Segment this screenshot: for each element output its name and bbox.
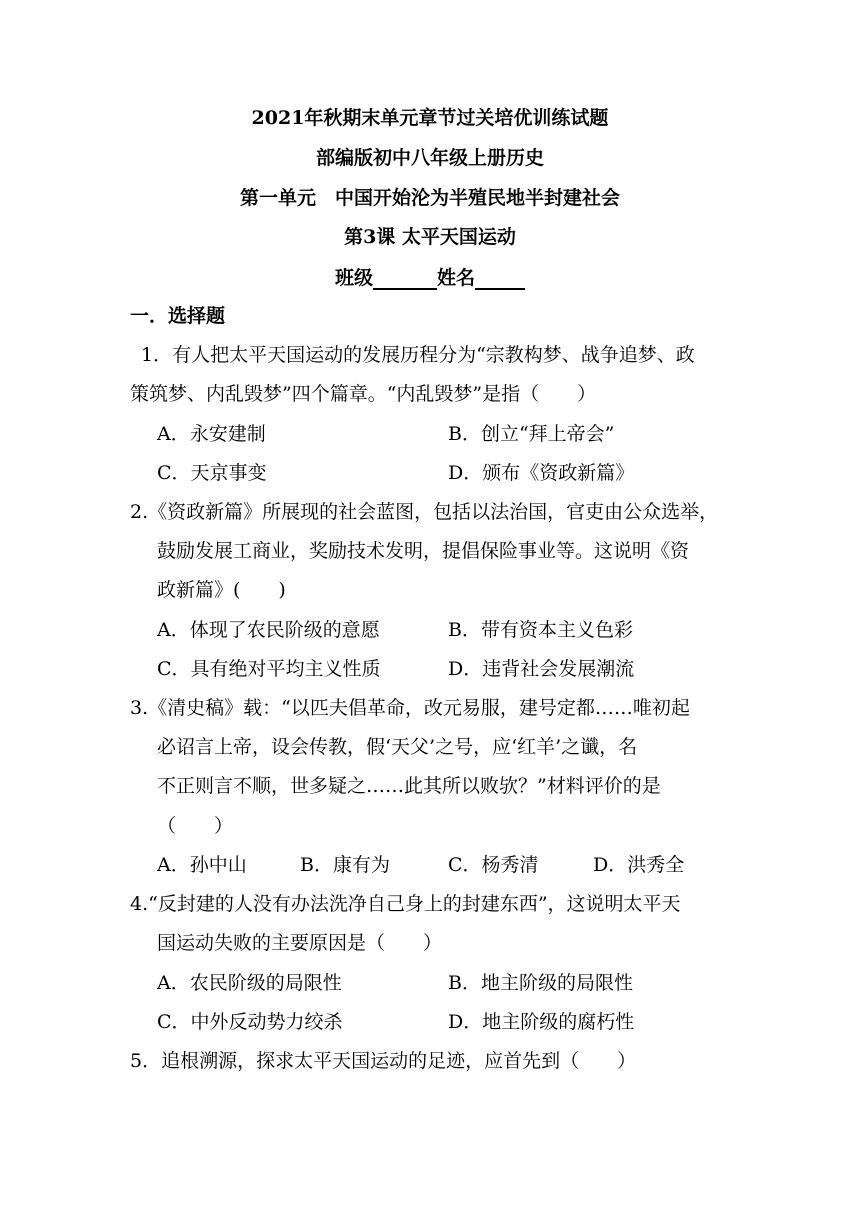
name-label: 姓名 <box>437 267 476 289</box>
question-4-option-d[interactable]: D．地主阶级的腐朽性 <box>448 1011 635 1033</box>
question-4-line-2: 国运动失败的主要原因是（ ） <box>157 932 443 954</box>
question-1-option-b[interactable]: B．创立“拜上帝会” <box>448 423 615 445</box>
question-1-option-d[interactable]: D．颁布《资政新篇》 <box>448 462 635 484</box>
question-2-line-1: 2.《资政新篇》所展现的社会蓝图，包括以法治国，官吏由公众选举， <box>130 501 719 523</box>
question-4-option-b[interactable]: B．地主阶级的局限性 <box>448 972 633 994</box>
question-3-line-2: 必诏言上帝，设会传教，假‘天父’之号，应‘红羊’之谶，名 <box>157 736 638 758</box>
exam-title: 2021年秋期末单元章节过关培优训练试题 <box>251 107 609 129</box>
name-blank[interactable] <box>475 268 525 290</box>
question-3-line-1: 3.《清史稿》载：“以匹夫倡革命，改元易服，建号定都……唯初起 <box>130 697 690 719</box>
class-blank[interactable] <box>373 268 437 290</box>
question-3-option-b[interactable]: B．康有为 <box>300 854 390 876</box>
class-name-line <box>0 266 860 290</box>
question-3-option-a[interactable]: A．孙中山 <box>157 854 247 876</box>
question-2-line-3: 政新篇》( ) <box>157 579 286 601</box>
question-3-line-4: （ ） <box>157 815 234 837</box>
question-4-option-c[interactable]: C．中外反动势力绞杀 <box>157 1011 343 1033</box>
question-2-option-b[interactable]: B．带有资本主义色彩 <box>448 619 633 641</box>
question-1-option-a[interactable]: A．永安建制 <box>157 423 266 445</box>
section-title: 一．选择题 <box>130 305 226 327</box>
question-1-line-2: 策筑梦、内乱毁梦”四个篇章。“内乱毁梦”是指（ ） <box>130 383 597 405</box>
unit-title: 第一单元 中国开始沦为半殖民地半封建社会 <box>239 187 620 209</box>
question-5-line-1: 5．追根溯源，探求太平天国运动的足迹，应首先到（ ） <box>130 1050 637 1072</box>
question-4-line-1: 4.“反封建的人没有办法洗净自己身上的封建东西”，这说明太平天 <box>130 893 681 915</box>
question-3-option-c[interactable]: C．杨秀清 <box>448 854 539 876</box>
question-4-option-a[interactable]: A．农民阶级的局限性 <box>157 972 342 994</box>
question-1-line-1: 1．有人把太平天国运动的发展历程分为“宗教构梦、战争追梦、政 <box>141 344 695 366</box>
class-label: 班级 <box>334 267 373 289</box>
question-2-option-d[interactable]: D．违背社会发展潮流 <box>448 658 635 680</box>
grade-subject-title: 部编版初中八年级上册历史 <box>315 147 544 169</box>
question-2-line-2: 鼓励发展工商业，奖励技术发明，提倡保险事业等。这说明《资 <box>157 540 690 562</box>
question-1-option-c[interactable]: C．天京事变 <box>157 462 267 484</box>
question-2-option-c[interactable]: C．具有绝对平均主义性质 <box>157 658 381 680</box>
question-2-option-a[interactable]: A．体现了农民阶级的意愿 <box>157 619 380 641</box>
question-3-option-d[interactable]: D．洪秀全 <box>593 854 685 876</box>
question-3-line-3: 不正则言不顺，世多疑之……此其所以败欤？”材料评价的是 <box>157 775 661 797</box>
lesson-title: 第3课 太平天国运动 <box>344 226 516 248</box>
